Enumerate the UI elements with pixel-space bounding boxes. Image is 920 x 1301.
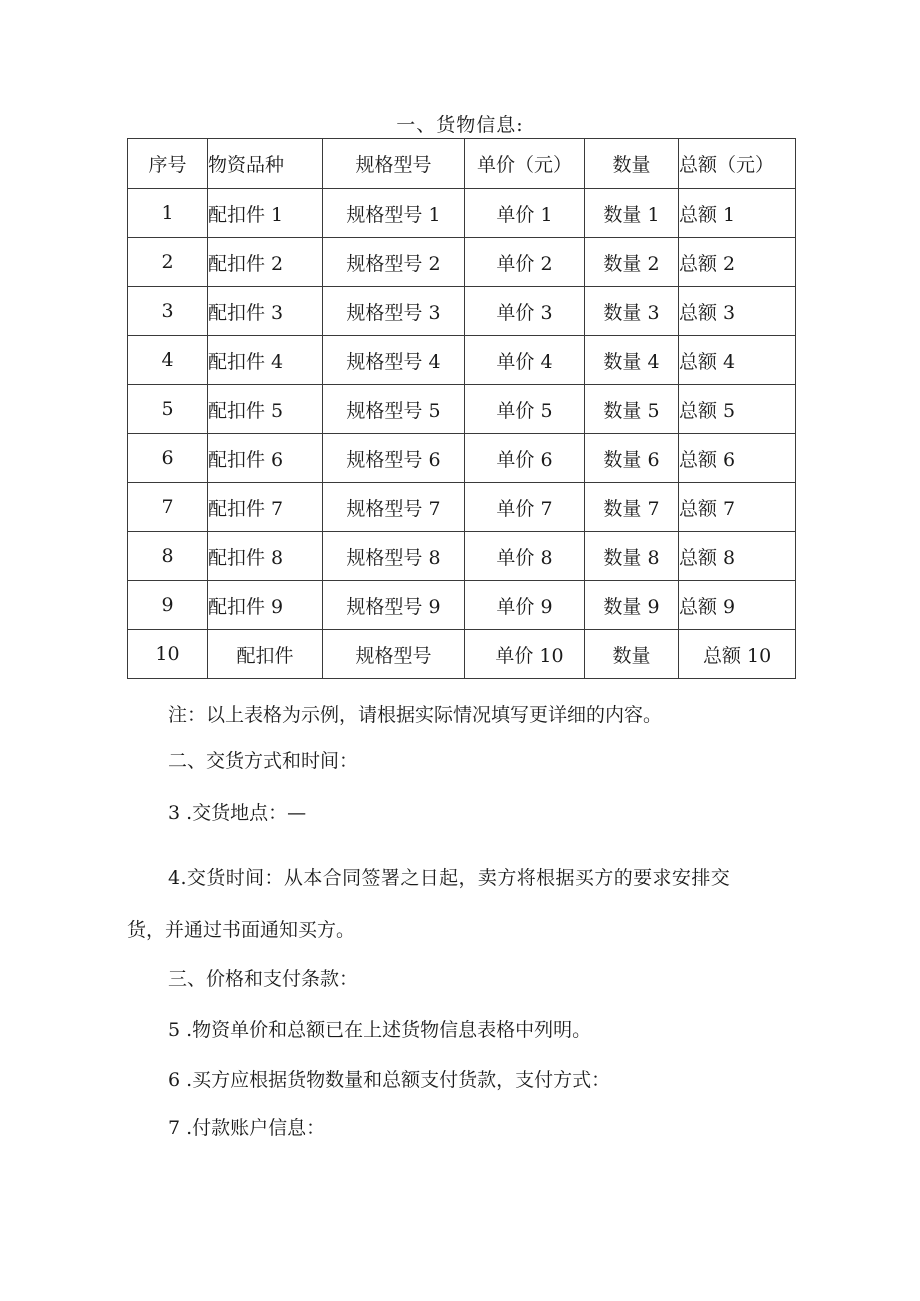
- payment-section-title: 三、价格和支付条款：: [168, 968, 359, 990]
- payment-item-5: 5 .物资单价和总额已在上述货物信息表格中列明。: [168, 1019, 592, 1041]
- cell-total-amount: 总额 2: [679, 238, 796, 287]
- cell-spec-model: 规格型号 2: [323, 238, 465, 287]
- cell-quantity: 数量: [585, 630, 679, 679]
- payment-item-6: 6 .买方应根据货物数量和总额支付货款，支付方式：: [168, 1069, 611, 1091]
- cell-unit-price: 单价 4: [465, 336, 585, 385]
- cell-unit-price: 单价 9: [465, 581, 585, 630]
- cell-quantity: 数量 8: [585, 532, 679, 581]
- cell-seq: 9: [128, 581, 208, 630]
- cell-seq: 3: [128, 287, 208, 336]
- cell-total-amount: 总额 6: [679, 434, 796, 483]
- table-row: [128, 532, 796, 581]
- cell-quantity: 数量 7: [585, 483, 679, 532]
- cell-total-amount: 总额 5: [679, 385, 796, 434]
- cell-unit-price: 单价 1: [465, 189, 585, 238]
- header-total-amount: 总额（元）: [679, 139, 796, 189]
- cell-total-amount: 总额 4: [679, 336, 796, 385]
- cell-total-amount: 总额 9: [679, 581, 796, 630]
- delivery-location-item: 3 .交货地点：—: [168, 802, 307, 824]
- cell-seq: 7: [128, 483, 208, 532]
- cell-total-amount: 总额 7: [679, 483, 796, 532]
- cell-unit-price: 单价 5: [465, 385, 585, 434]
- cell-unit-price: 单价 8: [465, 532, 585, 581]
- cell-seq: 4: [128, 336, 208, 385]
- cell-unit-price: 单价 7: [465, 483, 585, 532]
- delivery-time-item-line2: 货，并通过书面通知买方。: [127, 919, 356, 941]
- table-row: [128, 630, 796, 679]
- cell-quantity: 数量 4: [585, 336, 679, 385]
- cell-item-type: 配扣件 9: [208, 581, 323, 630]
- cell-total-amount: 总额 8: [679, 532, 796, 581]
- cell-item-type: 配扣件: [208, 630, 323, 679]
- table-row: [128, 434, 796, 483]
- cell-item-type: 配扣件 3: [208, 287, 323, 336]
- header-item-type: 物资品种: [208, 139, 323, 189]
- cell-spec-model: 规格型号 7: [323, 483, 465, 532]
- goods-section-title: 一、货物信息:: [396, 114, 524, 136]
- cell-item-type: 配扣件 1: [208, 189, 323, 238]
- cell-seq: 6: [128, 434, 208, 483]
- delivery-section-title: 二、交货方式和时间：: [168, 750, 359, 772]
- delivery-time-item-line1: 4.交货时间：从本合同签署之日起，卖方将根据买方的要求安排交: [168, 867, 731, 889]
- cell-item-type: 配扣件 6: [208, 434, 323, 483]
- cell-quantity: 数量 3: [585, 287, 679, 336]
- cell-item-type: 配扣件 5: [208, 385, 323, 434]
- cell-quantity: 数量 9: [585, 581, 679, 630]
- table-row: [128, 581, 796, 630]
- cell-seq: 8: [128, 532, 208, 581]
- cell-spec-model: 规格型号 3: [323, 287, 465, 336]
- cell-quantity: 数量 6: [585, 434, 679, 483]
- table-header-row: [128, 139, 796, 189]
- cell-quantity: 数量 5: [585, 385, 679, 434]
- header-unit-price: 单价（元）: [465, 139, 585, 189]
- goods-table: [127, 138, 796, 679]
- cell-item-type: 配扣件 2: [208, 238, 323, 287]
- cell-item-type: 配扣件 8: [208, 532, 323, 581]
- table-row: [128, 189, 796, 238]
- cell-total-amount: 总额 3: [679, 287, 796, 336]
- table-note: 注：以上表格为示例，请根据实际情况填写更详细的内容。: [168, 704, 663, 726]
- cell-seq: 5: [128, 385, 208, 434]
- cell-spec-model: 规格型号 5: [323, 385, 465, 434]
- cell-unit-price: 单价 2: [465, 238, 585, 287]
- table-row: [128, 483, 796, 532]
- header-quantity: 数量: [585, 139, 679, 189]
- header-seq: 序号: [128, 139, 208, 189]
- cell-quantity: 数量 2: [585, 238, 679, 287]
- cell-spec-model: 规格型号 4: [323, 336, 465, 385]
- table-row: [128, 336, 796, 385]
- cell-spec-model: 规格型号 1: [323, 189, 465, 238]
- cell-unit-price: 单价 6: [465, 434, 585, 483]
- cell-total-amount: 总额 1: [679, 189, 796, 238]
- cell-unit-price: 单价 10: [465, 630, 585, 679]
- table-row: [128, 385, 796, 434]
- cell-item-type: 配扣件 7: [208, 483, 323, 532]
- table-row: [128, 238, 796, 287]
- cell-spec-model: 规格型号 9: [323, 581, 465, 630]
- cell-spec-model: 规格型号: [323, 630, 465, 679]
- cell-seq: 2: [128, 238, 208, 287]
- cell-spec-model: 规格型号 8: [323, 532, 465, 581]
- cell-seq: 1: [128, 189, 208, 238]
- cell-seq: 10: [128, 630, 208, 679]
- cell-item-type: 配扣件 4: [208, 336, 323, 385]
- payment-item-7: 7 .付款账户信息：: [168, 1117, 326, 1139]
- cell-total-amount: 总额 10: [679, 630, 796, 679]
- cell-spec-model: 规格型号 6: [323, 434, 465, 483]
- cell-unit-price: 单价 3: [465, 287, 585, 336]
- table-row: [128, 287, 796, 336]
- header-spec-model: 规格型号: [323, 139, 465, 189]
- cell-quantity: 数量 1: [585, 189, 679, 238]
